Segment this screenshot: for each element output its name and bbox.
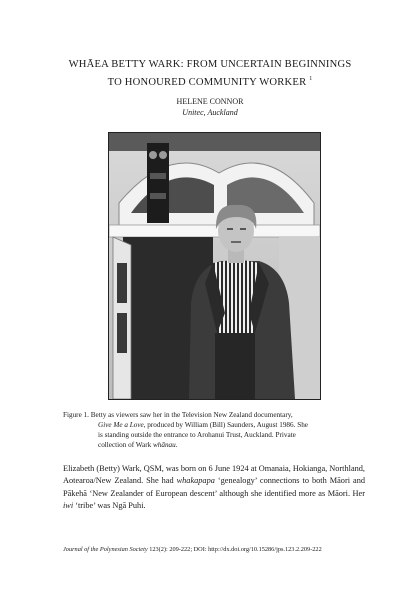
door-lintel (109, 225, 320, 237)
photo-illustration (109, 133, 320, 399)
caption-line-4 (63, 440, 363, 450)
journal-citation: 123(2): 209-222; DOI: http://dx.doi.org/10.15286/jps.123.2.209-222 (147, 546, 322, 553)
journal-name: Journal of the Polynesian Society (63, 546, 148, 553)
caption-whanau: whānau (152, 441, 176, 449)
footnote-marker: 1 (309, 76, 313, 82)
body-text-c: ‘tribe’ was Ngā Puhi. (73, 501, 146, 511)
author-name: HELENE CONNOR (176, 97, 244, 106)
caption-line-4-pre: collection of Wark (98, 441, 153, 449)
article-title-line-2 (40, 72, 380, 90)
body-term-whakapapa: whakapapa (176, 476, 215, 486)
body-term-iwi: iwi (63, 501, 74, 511)
article-title-line-2-text: TO HONOURED COMMUNITY WORKER (107, 77, 307, 88)
carved-figure (147, 143, 169, 223)
body-text-b: ‘genealogy’ connections to both Māori and Pākehā ‘New Zealander of European descent’ although she identified more as Māori. Her (63, 476, 365, 498)
body-text-a: Elizabeth (Betty) Wark, QSM, was born on 6 June 1924 at Omanaia, Hokianga, Northland, Aotearoa/New Zealand. She had (63, 464, 365, 486)
door-glass-upper (117, 263, 127, 303)
figure-photo (108, 132, 321, 400)
author-block (40, 96, 380, 118)
door-glass-lower (117, 313, 127, 353)
caption-line-2 (63, 420, 363, 430)
journal-footer (63, 545, 383, 554)
caption-line-2-rest: , produced by William (Bill) Saunders, August 1986. She (143, 421, 308, 429)
body-paragraph (63, 463, 365, 513)
figure-caption (63, 410, 363, 450)
article-title-line-1: WHĀEA BETTY WARK: FROM UNCERTAIN BEGINNINGS (68, 59, 352, 70)
article-title (40, 58, 380, 90)
caption-line-3: is standing outside the entrance to Arohanui Trust, Auckland. Private (98, 431, 296, 439)
author-affiliation: Unitec, Auckland (182, 108, 238, 117)
caption-line-4-post: . (175, 441, 178, 449)
photo-top-band (109, 133, 320, 151)
caption-line-1: Figure 1. Betty as viewers saw her in the Television New Zealand documentary, (63, 411, 293, 419)
caption-film-title: Give Me a Love (98, 421, 144, 429)
